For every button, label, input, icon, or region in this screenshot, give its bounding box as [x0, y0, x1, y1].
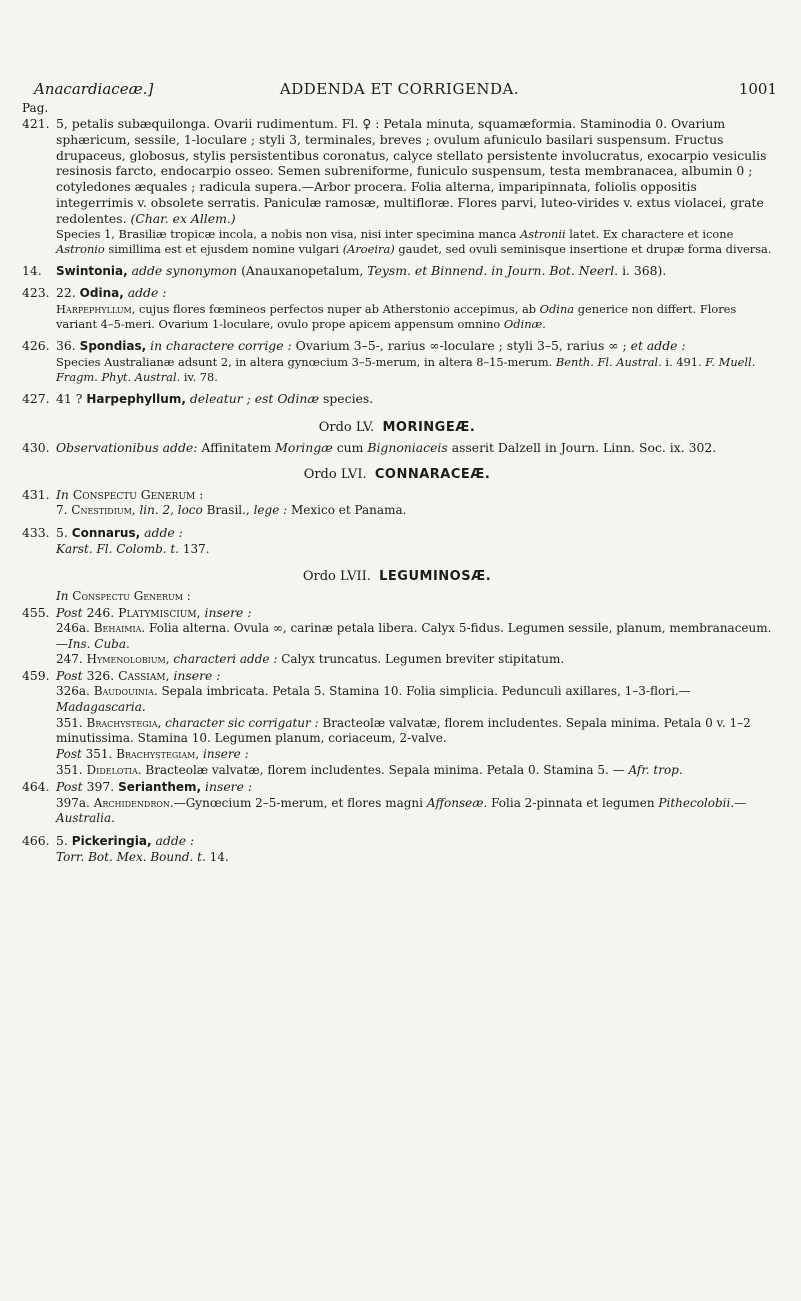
genus-name: Odina, [79, 286, 124, 301]
entry-459 [22, 668, 772, 684]
entry-number: 431. [22, 487, 50, 503]
entry-number: 430. [22, 439, 50, 455]
entry-455-line: 246a. Behaimia. Folia alterna. Ovula ∞, carinæ petala libera. Calyx 5-fidus. Legumen sessile, planum, membranaceum.—Ins. Cuba. [56, 620, 772, 651]
entry-body: Post 326. Cassiam, insere : [56, 668, 221, 684]
entry-430 [22, 440, 772, 456]
entry-number: 427. [22, 390, 50, 406]
genus-name: Swintonia, [56, 263, 128, 278]
header-family: Anacardiaceæ.] [34, 80, 154, 98]
entry-459-line: Post 351. Brachystegiam, insere : [56, 747, 249, 762]
ordo-heading-lvi: Ordo LVI. CONNARACEÆ. [303, 467, 491, 483]
page-number: 1001 [738, 80, 777, 98]
entry-459-line: 351. Brachystegia, character sic corrigatur : Bracteolæ valvatæ, florem includentes. Sepala minima. Petala 0 v. 1–2 minutissima. Stamina 10. Legumen planum, coriaceum, 2-valve. [56, 715, 751, 746]
entry-426 [22, 338, 772, 355]
running-header [22, 80, 777, 102]
entry-427 [22, 391, 772, 408]
entry-466-ref: Torr. Bot. Mex. Bound. t. 14. [56, 849, 229, 864]
entry-body [56, 116, 772, 227]
entry-421-note: Species 1, Brasiliæ tropicæ incola, a nobis non visa, nisi inter specimina manca Astronii latet. Ex charactere et icone Astronio simillima est et ejusdem nomine vulgari (Aroeira) gaudet, sed ovuli seminisque insertione et drupæ forma diversa. [56, 226, 772, 256]
entry-body: Post 397. Serianthem, insere : [56, 778, 253, 794]
entry-431 [22, 487, 772, 503]
genus-name: Pickeringia, [71, 834, 152, 849]
entry-citation: (Char. ex Allem.) [130, 210, 236, 226]
genus-name: Harpephyllum, [86, 391, 186, 406]
entry-number: 433. [22, 524, 50, 540]
entry-body: Post 246. Platymiscium, insere : [56, 604, 252, 620]
entry-14-swintonia [22, 263, 772, 280]
entry-433 [22, 525, 772, 542]
entry-423 [22, 285, 772, 302]
entry-body: Observationibus adde: Affinitatem Moringæ cum Bignoniaceis asserit Dalzell in Journ. Linn. Soc. ix. 302. [56, 439, 717, 455]
ordo-heading-lv: Ordo LV. MORINGEÆ. [318, 419, 476, 435]
entry-464-line: 397a. Archidendron.—Gynœcium 2–5-merum, et flores magni Affonseæ. Folia 2-pinnata et legumen Pithecolobii.—Australia. [56, 795, 747, 826]
entry-433-ref: Karst. Fl. Colomb. t. 137. [56, 541, 210, 556]
header-title: ADDENDA ET CORRIGENDA. [279, 80, 520, 98]
conspectus-generum: In Conspectu Generum : [56, 589, 191, 604]
genus-name: Connarus, [71, 525, 141, 540]
entry-423-note: Harpephyllum, cujus flores fœmineos perfectos nuper ab Atherstonio accepimus, ab Odina generice non differt. Flores variant 4–5-meri. Ovarium 1-loculare, ovulo prope apicem appensum omnino Odinæ. [56, 302, 737, 332]
entry-431-line: 7. Cnestidium, lin. 2, loco Brasil., lege : Mexico et Panama. [56, 502, 407, 517]
entry-number: 423. [22, 285, 50, 301]
genus-name: Serianthem, [118, 779, 202, 794]
entry-body: Swintonia, adde synonymon (Anauxanopetalum, Teysm. et Binnend. in Journ. Bot. Neerl. i. 368). [56, 262, 667, 278]
entry-number: 459. [22, 668, 50, 684]
entry-body: 5. Pickeringia, adde : [56, 833, 195, 849]
entry-body: In Conspectu Generum : [56, 487, 204, 503]
entry-body: 41 ? Harpephyllum, deleatur ; est Odinæ species. [56, 390, 374, 406]
pag-label: Pag. [22, 101, 49, 115]
entry-459-line: 326a. Baudouinia. Sepala imbricata. Petala 5. Stamina 10. Folia simplicia. Pedunculi axillares, 1–3-flori.—Madagascaria. [56, 683, 691, 714]
page-content [22, 101, 772, 866]
entry-text: 5, petalis subæquilonga. Ovarii rudimentum. Fl. ♀ : Petala minuta, squamæformia. Staminodia 0. Ovarium sphæricum, sessile, 1-loculare ; styli 3, terminales, breves ; ovulum afuniculo basilari suspensum. Fructus drupaceus, globosus, stylis persistentibus coronatus, calyce stellato persistente involucratus, exocarpio vesiculis resinosis farcto, endocarpio osseo. Semen subreniforme, funiculo suspensum, testa membranacea, albumin 0 ; cotyledones æquales ; radicula supera.—Arbor procera. Folia alterna, imparipinnata, foliolis oppositis integerrimis v. obsolete serratis. Paniculæ ramosæ, multifloræ. Flores parvi, luteo-virides v. extus violacei, grate redolentes. [56, 116, 767, 226]
entry-455-line: 247. Hymenolobium, characteri adde : Calyx truncatus. Legumen breviter stipitatum. [56, 652, 565, 667]
genus-name: Spondias, [79, 339, 147, 354]
entry-number: 14. [22, 262, 42, 278]
entry-number: 466. [22, 833, 50, 849]
entry-459-line: 351. Didelotia. Bracteolæ valvatæ, florem includentes. Sepala minima. Petala 0. Stamina 5. — Afr. trop. [56, 762, 683, 777]
entry-455 [22, 605, 772, 621]
entry-426-note: Species Australianæ adsunt 2, in altera gynœcium 3–5-merum, in altera 8–15-merum. Benth. Fl. Austral. i. 491. F. Muell. Fragm. Phyt. Austral. iv. 78. [56, 354, 756, 384]
entry-body: 36. Spondias, in charactere corrige : Ovarium 3–5-, rarius ∞-loculare ; styli 3–5, rarius ∞ ; et adde : [56, 338, 686, 354]
entry-number: 455. [22, 604, 50, 620]
entry-number: 426. [22, 338, 50, 354]
entry-464 [22, 779, 772, 796]
entry-466 [22, 833, 772, 850]
entry-body: 5. Connarus, adde : [56, 524, 183, 540]
ordo-heading-lvii: Ordo LVII. LEGUMINOSÆ. [302, 569, 492, 585]
entry-number: 464. [22, 778, 50, 794]
entry-body: 22. Odina, adde : [56, 285, 167, 301]
entry-number: 421. [22, 116, 50, 131]
entry-421 [22, 116, 772, 227]
